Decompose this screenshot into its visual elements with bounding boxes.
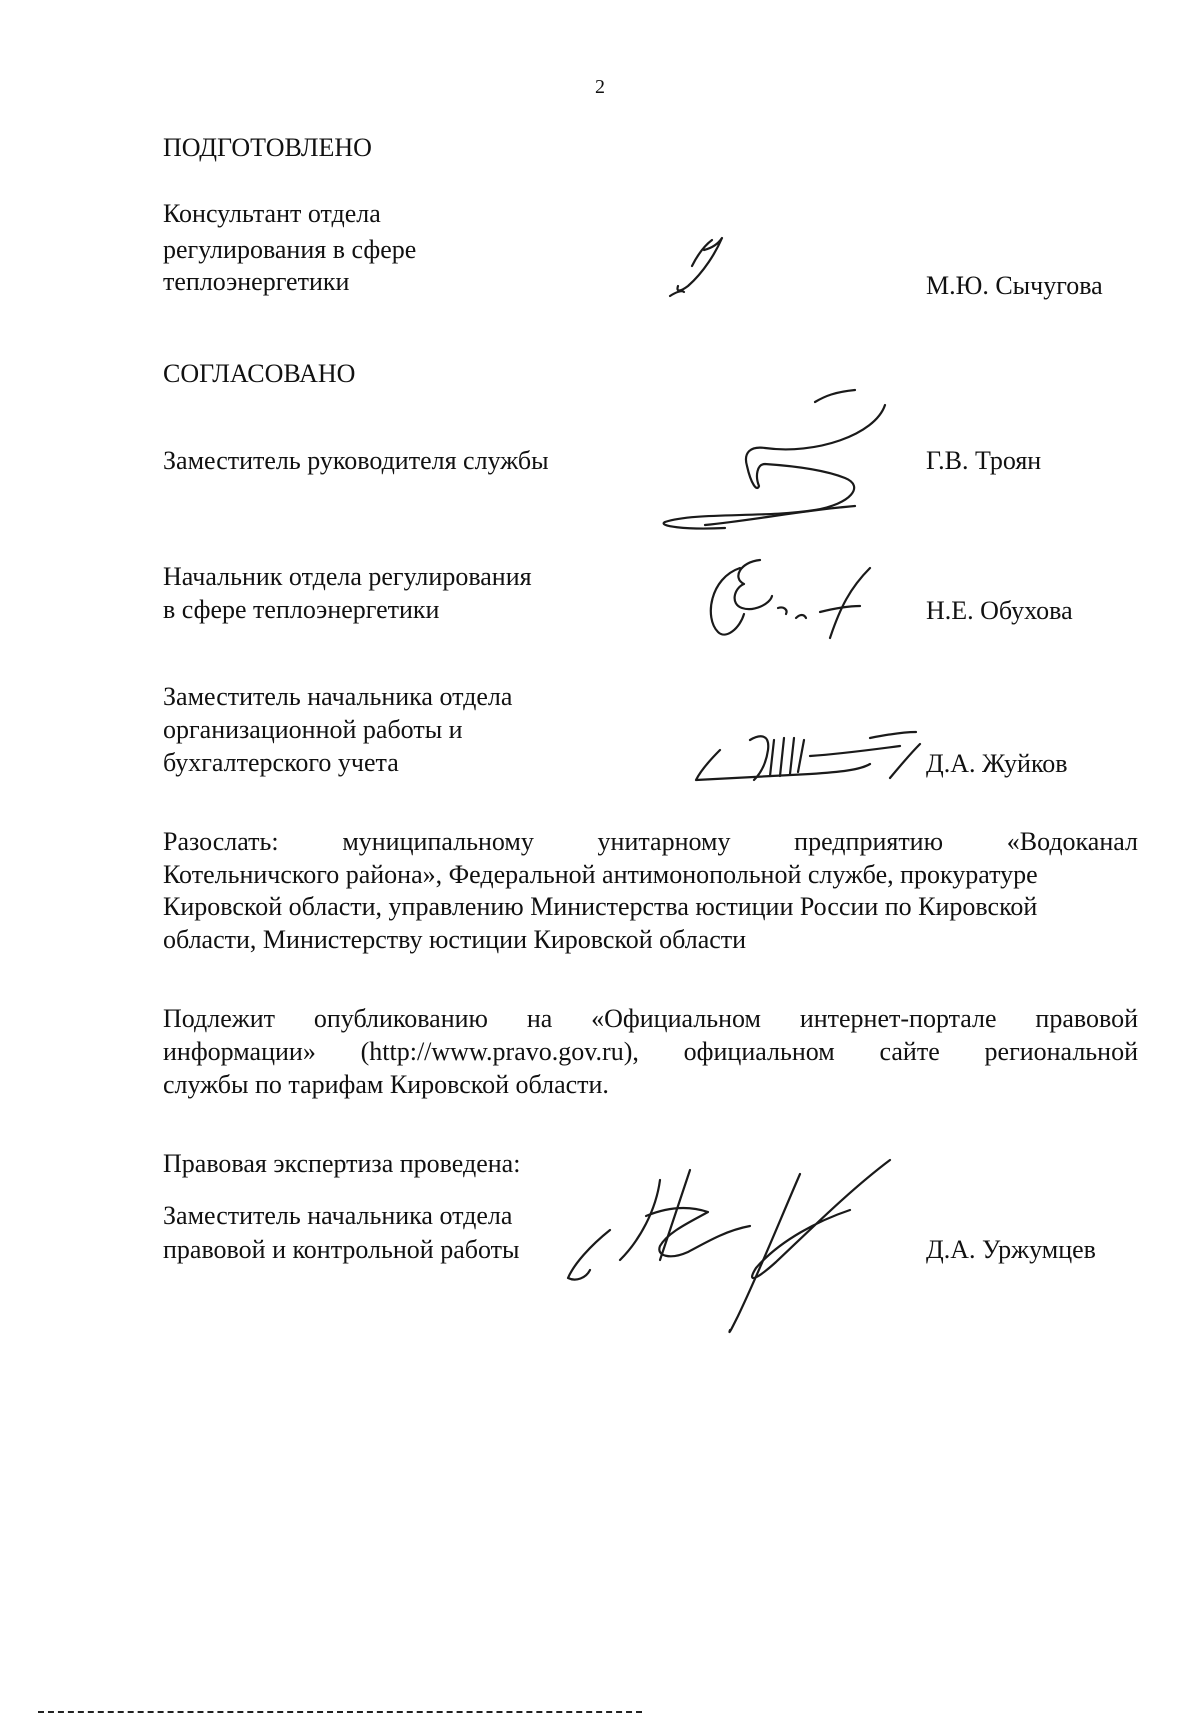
- signature-urzhumtsev: [560, 1150, 900, 1340]
- distribution-line: Кировской области, управлению Министерства юстиции России по Кировской: [163, 892, 1038, 921]
- publication-line: информации» (http://www.pravo.gov.ru), официальном сайте региональной: [163, 1037, 1138, 1066]
- agreed-position-line: бухгалтерского учета: [163, 748, 399, 777]
- legal-review-position-line: Заместитель начальника отдела: [163, 1201, 513, 1230]
- agreed-position-line: Заместитель начальника отдела: [163, 682, 513, 711]
- agreed-position-line: Начальник отдела регулирования: [163, 562, 532, 591]
- publication-line: службы по тарифам Кировской области.: [163, 1070, 609, 1099]
- publication-line: Подлежит опубликованию на «Официальном интернет-портале правовой: [163, 1004, 1138, 1033]
- prepared-position-line: Консультант отдела: [163, 199, 381, 228]
- agreed-signatory-name: Г.В. Троян: [926, 446, 1042, 475]
- distribution-line: области, Министерству юстиции Кировской области: [163, 925, 747, 954]
- agreed-heading: СОГЛАСОВАНО: [163, 359, 356, 388]
- prepared-position-line: регулирования в сфере: [163, 235, 417, 264]
- legal-review-signatory-name: Д.А. Уржумцев: [926, 1235, 1096, 1264]
- agreed-position-line: организационной работы и: [163, 715, 463, 744]
- signature-obukhova: [700, 548, 880, 648]
- legal-review-position-line: правовой и контрольной работы: [163, 1235, 520, 1264]
- signature-sychugova: [660, 230, 740, 315]
- agreed-signatory-name: Н.Е. Обухова: [926, 596, 1073, 625]
- prepared-signatory-name: М.Ю. Сычугова: [926, 271, 1103, 300]
- agreed-position-line: Заместитель руководителя службы: [163, 446, 549, 475]
- signature-zhuykov: [690, 720, 930, 790]
- agreed-position-line: в сфере теплоэнергетики: [163, 595, 440, 624]
- page-number: 2: [595, 76, 605, 98]
- prepared-position-line: теплоэнергетики: [163, 267, 350, 296]
- signature-troyan: [655, 380, 915, 540]
- agreed-signatory-name: Д.А. Жуйков: [926, 749, 1068, 778]
- footer-divider: [38, 1711, 642, 1713]
- prepared-heading: ПОДГОТОВЛЕНО: [163, 133, 372, 162]
- distribution-line: Разослать: муниципальному унитарному предприятию «Водоканал: [163, 827, 1138, 856]
- distribution-line: Котельничского района», Федеральной антимонопольной службе, прокуратуре: [163, 860, 1038, 889]
- legal-review-heading: Правовая экспертиза проведена:: [163, 1149, 521, 1178]
